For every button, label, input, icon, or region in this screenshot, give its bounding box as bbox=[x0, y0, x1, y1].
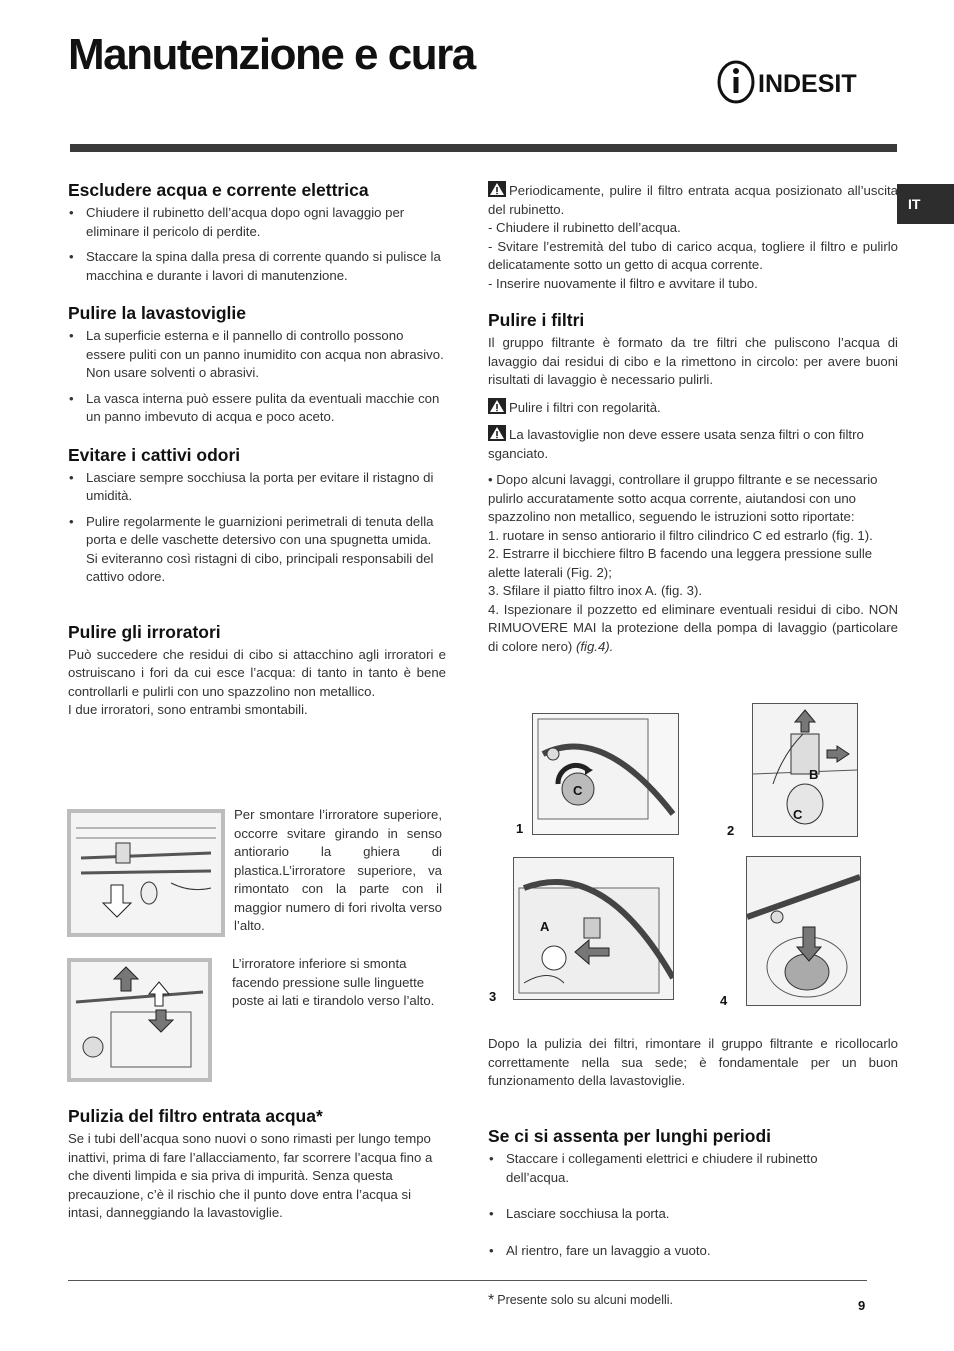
figure-label-b: B bbox=[809, 767, 819, 782]
step4-text: 4. Ispezionare il pozzetto ed eliminare eventuali residui di cibo. NON RIMUOVERE MAI la protezione della pompa di lavaggio (particolare di colore nero) bbox=[488, 601, 898, 654]
step-text: 1. ruotare in senso antiorario il filtro cilindrico C ed estrarlo (fig. 1). bbox=[488, 527, 873, 543]
figure-1 bbox=[532, 713, 679, 835]
step-text: 2. Estrarre il bicchiere filtro B facendo una leggera pressione sulle alette laterali (Fig. 2); bbox=[488, 546, 873, 580]
upper-spray-arm-text: Per smontare l’irroratore superiore, occorre svitare girando in senso antiorario la ghiera di plastica.L’irroratore superiore, va rimontato con la parte con il maggior numero di fori rivolta verso l’alto. bbox=[234, 807, 442, 933]
paragraph: Può succedere che residui di cibo si attacchino agli irroratori e ostruiscano i fori da cui esce l’acqua: di tanto in tanto è bene controllarli e pulirli con uno spazzolino non metallico. bbox=[68, 646, 446, 699]
figure-label-c: C bbox=[573, 783, 583, 798]
list-item: • La vasca interna può essere pulita da eventuali macchie con un panno imbevuto di acqua e poco aceto. bbox=[68, 390, 446, 427]
warning-text: Pulire i filtri con regolarità. bbox=[509, 399, 661, 415]
step-text: - Svitare l’estremità del tubo di carico acqua, togliere il filtro e pulirlo delicatamente sotto un getto di acqua corrente. bbox=[488, 238, 898, 272]
figure-number: 2 bbox=[727, 823, 735, 838]
paragraph: Se i tubi dell’acqua sono nuovi o sono rimasti per lungo tempo inattivi, prima di fare l’allacciamento, far scorrere l’acqua fino a che diventi limpida e sia priva di impurità. Senza questa precauzione, c’è il rischio che il punto dove entra l’acqua si intasi, danneggiando la lavastoviglie. bbox=[68, 1131, 433, 1220]
brand-wordmark: INDESIT bbox=[758, 70, 857, 98]
lower-spray-arm-text: L’irroratore inferiore si smonta facendo pressione sulle linguette poste ai lati e tirandolo verso l’alto. bbox=[232, 956, 435, 1008]
section-odors bbox=[68, 445, 446, 587]
warning-paragraph bbox=[488, 398, 898, 418]
step-text bbox=[488, 601, 898, 657]
section-disconnect bbox=[68, 180, 446, 285]
step-text: - Chiudere il rubinetto dell’acqua. bbox=[488, 220, 681, 235]
paragraph: Dopo la pulizia dei filtri, rimontare il gruppo filtrante e ricollocarlo correttamente nella sua sede; è fondamentale per un buon funzionamento della lavastoviglie. bbox=[488, 1036, 898, 1088]
figure-number: 3 bbox=[489, 989, 497, 1004]
footnote bbox=[488, 1292, 673, 1310]
figure-2 bbox=[752, 703, 858, 837]
asterisk: * bbox=[488, 1292, 495, 1309]
right-column bbox=[488, 181, 898, 656]
figure-label-c: C bbox=[793, 807, 803, 822]
paragraph: • Dopo alcuni lavaggi, controllare il gruppo filtrante e se necessario pulirlo accuratamente sotto acqua corrente, aiutandosi con uno spazzolino non metallico, seguendo le istruzioni sotto riportate: bbox=[488, 472, 878, 524]
page-title: Manutenzione e cura bbox=[68, 30, 475, 79]
section-heading: Escludere acqua e corrente elettrica bbox=[68, 180, 369, 200]
after-filters-paragraph bbox=[488, 1035, 898, 1091]
paragraph: I due irroratori, sono entrambi smontabili. bbox=[68, 702, 308, 717]
section-away bbox=[488, 1126, 878, 1267]
section-heading: Pulire gli irroratori bbox=[68, 621, 221, 642]
warning-text: Periodicamente, pulire il filtro entrata acqua posizionato all’uscita del rubinetto. bbox=[488, 183, 898, 217]
left-column bbox=[68, 180, 446, 720]
list-item: • Staccare la spina dalla presa di corrente quando si pulisce la macchina e durante i lavori di manutenzione. bbox=[68, 248, 446, 285]
list-item: • Lasciare sempre socchiusa la porta per evitare il ristagno di umidità. bbox=[68, 469, 446, 506]
footnote-text: Presente solo su alcuni modelli. bbox=[497, 1293, 674, 1307]
page-number: 9 bbox=[858, 1298, 866, 1313]
lower-spray-arm-illustration bbox=[67, 958, 212, 1082]
indesit-logo bbox=[716, 60, 866, 104]
step-text: - Inserire nuovamente il filtro e avvitare il tubo. bbox=[488, 275, 758, 291]
section-heading: Se ci si assenta per lunghi periodi bbox=[488, 1126, 771, 1146]
footer-rule bbox=[68, 1280, 867, 1281]
list-item: • Pulire regolarmente le guarnizioni perimetrali di tenuta della porta e delle vaschette detersivo con una spugnetta umida. Si eviteranno così ristagni di cibo, principali responsabili del cattivo odore. bbox=[68, 513, 446, 587]
section-spray-arms bbox=[68, 622, 446, 720]
warning-icon bbox=[488, 398, 506, 414]
step-text: 3. Sfilare il piatto filtro inox A. (fig. 3). bbox=[488, 583, 703, 598]
upper-spray-arm-illustration bbox=[67, 809, 225, 937]
figure-label-a: A bbox=[540, 919, 550, 934]
section-heading: Pulizia del filtro entrata acqua* bbox=[68, 1106, 323, 1126]
warning-icon bbox=[488, 181, 506, 197]
step4-ref: (fig.4). bbox=[575, 638, 614, 654]
section-heading: Pulire i filtri bbox=[488, 310, 585, 330]
paragraph: Il gruppo filtrante è formato da tre filtri che puliscono l’acqua di lavaggio dai residui di cibo e la rimettono in circolo: per avere buoni risultati di lavaggio è necessario pulirli. bbox=[488, 335, 898, 387]
figure-3 bbox=[513, 857, 674, 1000]
warning-icon bbox=[488, 425, 506, 441]
section-heading: Pulire la lavastoviglie bbox=[68, 303, 246, 323]
section-heading: Evitare i cattivi odori bbox=[68, 444, 241, 465]
list-item: • Al rientro, fare un lavaggio a vuoto. bbox=[488, 1242, 878, 1261]
warning-text: La lavastoviglie non deve essere usata senza filtri o con filtro sganciato. bbox=[488, 427, 864, 461]
warning-paragraph bbox=[488, 181, 898, 219]
list-item: • Lasciare socchiusa la porta. bbox=[488, 1205, 878, 1224]
list-item: • La superficie esterna e il pannello di controllo possono essere puliti con un panno inumidito con acqua non abrasivo. Non usare solventi o abrasivi. bbox=[68, 327, 446, 383]
section-clean-dishwasher bbox=[68, 303, 446, 427]
language-tab: IT bbox=[897, 184, 954, 224]
figure-4 bbox=[746, 856, 861, 1006]
header-rule bbox=[70, 144, 897, 152]
warning-paragraph bbox=[488, 425, 898, 463]
list-item: • Chiudere il rubinetto dell’acqua dopo ogni lavaggio per eliminare il pericolo di perdite. bbox=[68, 204, 446, 241]
section-inlet-filter bbox=[68, 1106, 446, 1223]
list-item: • Staccare i collegamenti elettrici e chiudere il rubinetto dell’acqua. bbox=[488, 1150, 878, 1187]
figure-number: 4 bbox=[720, 993, 728, 1008]
figure-number: 1 bbox=[516, 821, 524, 836]
